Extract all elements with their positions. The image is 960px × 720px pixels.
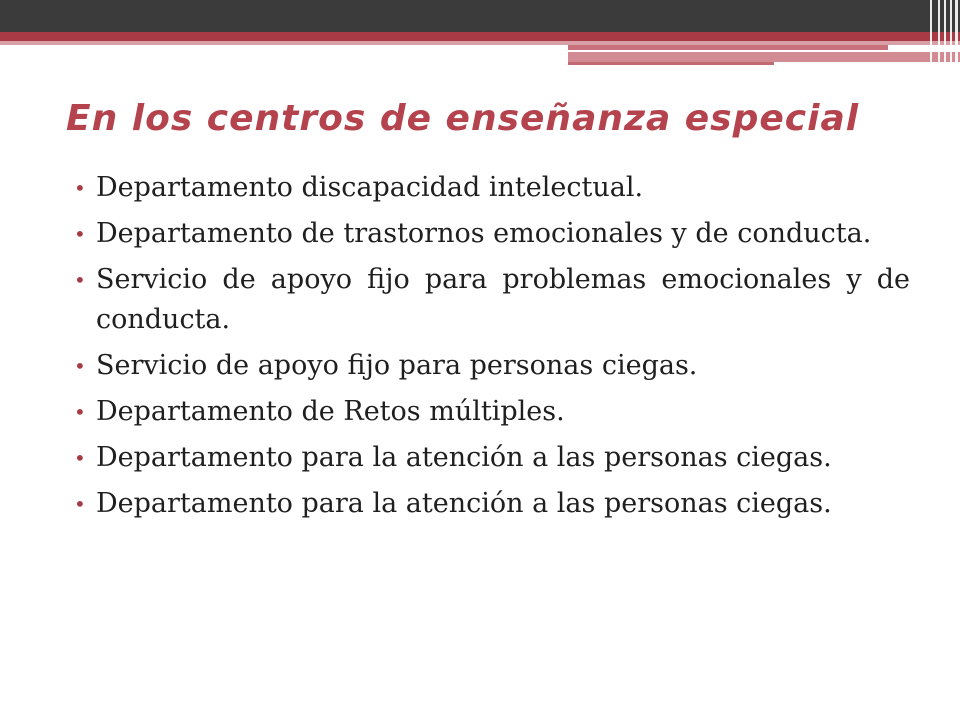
- bullet-item: [70, 214, 910, 254]
- bullet-icon: •: [74, 446, 86, 470]
- header-dark-bar: [0, 0, 960, 32]
- bullet-text: Servicio de apoyo fijo para personas ciegas.: [96, 350, 698, 381]
- bullet-item: [70, 438, 910, 478]
- bullet-item: [70, 346, 910, 386]
- bullet-text: Departamento para la atención a las personas ciegas.: [96, 488, 832, 519]
- bullet-list: [70, 168, 910, 530]
- slide-title: En los centros de enseñanza especial: [66, 98, 860, 139]
- bullet-text: Servicio de apoyo fijo para problemas emocionales y de conducta.: [96, 264, 910, 335]
- bullet-icon: •: [74, 354, 86, 378]
- bullet-icon: •: [74, 492, 86, 516]
- bullet-text: Departamento de trastornos emocionales y de conducta.: [96, 218, 872, 249]
- header-stripe: [938, 0, 940, 66]
- bullet-text: Departamento para la atención a las personas ciegas.: [96, 442, 832, 473]
- header-accent-bar-3: [568, 62, 774, 65]
- header-accent-bar-2: [568, 52, 960, 62]
- bullet-item: [70, 392, 910, 432]
- header-red-bar: [0, 32, 960, 41]
- bullet-item: [70, 260, 910, 340]
- bullet-item: [70, 168, 910, 208]
- bullet-text: Departamento discapacidad intelectual.: [96, 172, 644, 203]
- header-stripe: [930, 0, 932, 66]
- bullet-icon: •: [74, 268, 86, 292]
- bullet-icon: •: [74, 400, 86, 424]
- header-stripe: [944, 0, 946, 66]
- bullet-item: [70, 484, 910, 524]
- header-stripe: [950, 0, 952, 66]
- bullet-text: Departamento de Retos múltiples.: [96, 396, 565, 427]
- bullet-icon: •: [74, 222, 86, 246]
- header-decoration: [0, 0, 960, 70]
- header-stripe: [955, 0, 958, 66]
- bullet-icon: •: [74, 176, 86, 200]
